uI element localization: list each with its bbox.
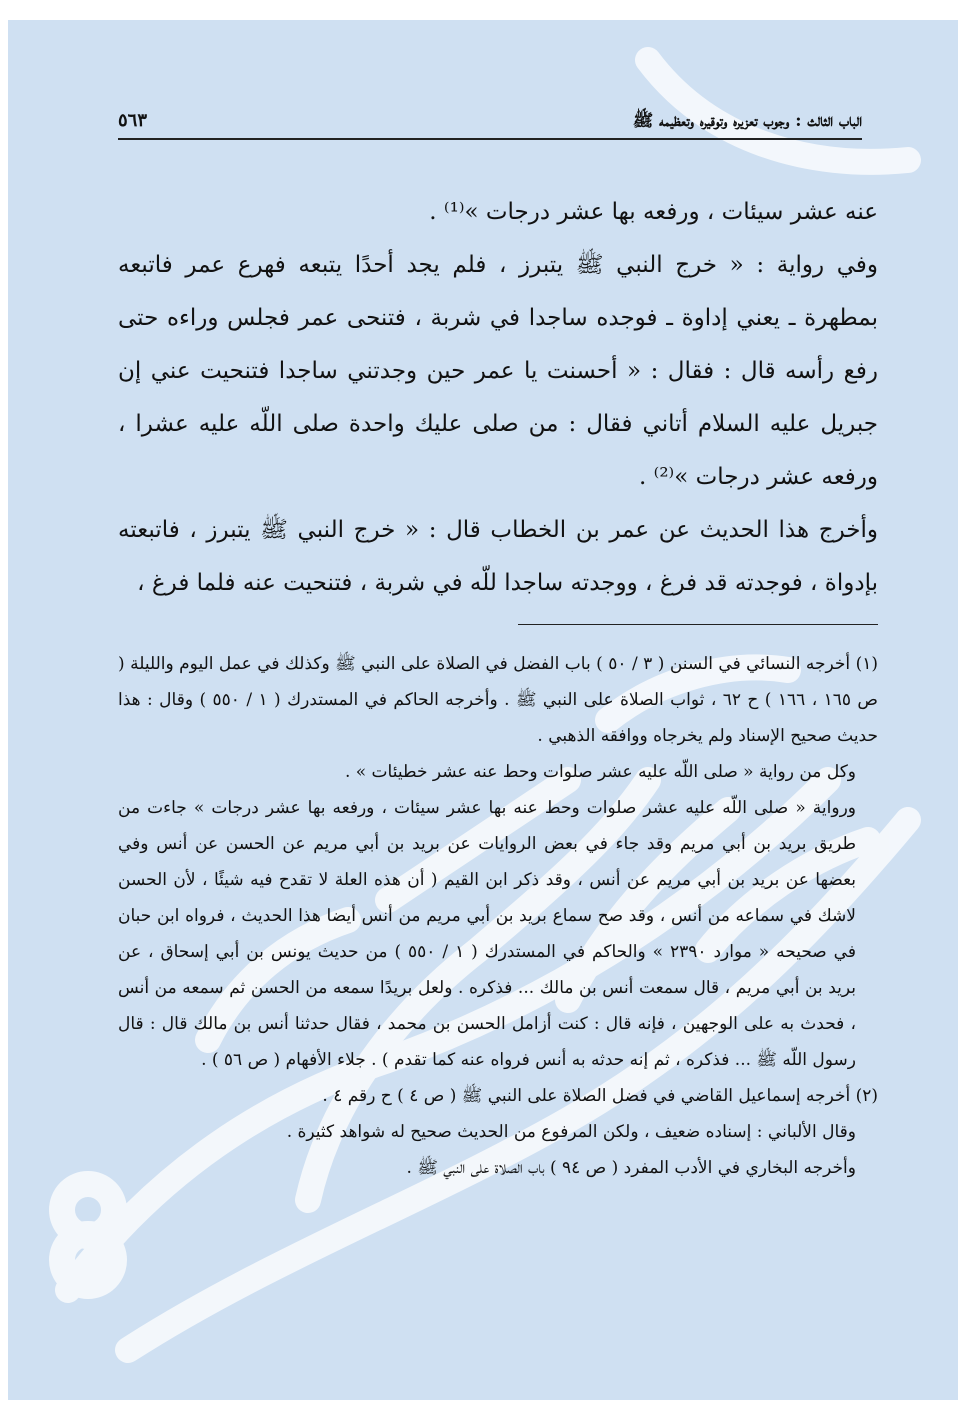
- page-header: [118, 108, 862, 140]
- footnotes: [118, 646, 878, 1186]
- page: [8, 20, 958, 1400]
- footnote-separator: [518, 624, 878, 625]
- footnote-continuation: وقال الألباني : إسناده ضعيف ، ولكن المرفوع من الحديث صحيح له شواهد كثيرة .: [286, 1122, 856, 1142]
- footnote-continuation: وكل من رواية « صلى اللّه عليه عشر صلوات وحط عنه عشر خطيئات » .: [344, 762, 856, 782]
- main-text: [118, 186, 878, 610]
- paragraph: وأخرج هذا الحديث عن عمر بن الخطاب قال : « خرج النبي ﷺ يتبرز ، فاتبعته بإدواة ، فوجدته قد فرغ ، ووجدته ساجدا للّه في شربة ، فتنحيت عنه فلما فرغ ،: [118, 517, 878, 596]
- footnote: (٢) أخرجه إسماعيل القاضي في فضل الصلاة على النبي ﷺ ( ص ٤ ) ح رقم ٤ .: [322, 1086, 878, 1106]
- page-number: ٥٦٣: [118, 110, 148, 131]
- paragraph: وفي رواية : « خرج النبي ﷺ يتبرز ، فلم يجد أحدًا يتبعه فهرع عمر فاتبعه بمطهرة ـ يعني إداوة ـ فوجده ساجدا في شربة ، فتنحى عمر فجلس وراءه حتى رفع رأسه قال : فقال : « أحسنت يا عمر حين وجدتني ساجدا فتنحيت عني إن جبريل عليه السلام أتاني فقال : من صلى عليك واحدة صلى اللّه عليه عشرا ، ورفعه عشر درجات »⁽²⁾ .: [118, 252, 878, 490]
- footnote-continuation: ورواية « صلى اللّه عليه عشر صلوات وحط عنه بها عشر سيئات ، ورفعه بها عشر درجات » جاءت من طريق بريد بن أبي مريم وقد جاء في بعض الروايات عن بريد بن أبي مريم عن الحسن عن أنس وفي بعضها عن بريد بن أبي مريم عن أنس ، وقد ذكر ابن القيم ( أن هذه العلة لا تقدح فيه شيئًا ، لأن الحسن لاشك في سماعه من أنس ، وقد صح سماع بريد بن أبي مريم من أنس أيضا هذا الحديث ، فرواه ابن حبان في صحيحه « موارد ٢٣٩٠ » والحاكم في المستدرك ( ١ / ٥٥٠ ) من حديث يونس بن أبي إسحاق ، عن بريد بن أبي مريم ، قال سمعت أنس بن مالك ... فذكره . ولعل بريدًا سمعه من الحسن ثم سمعه من أنس ، فحدث به على الوجهين ، فإنه قال : كنت أزامل الحسن بن محمد ، فقال حدثنا أنس بن مالك قال : قال رسول اللّه ﷺ ... فذكره ، ثم إنه حدثه به أنس فرواه عنه كما تقدم ) . جلاء الأفهام ( ص ٥٦ ) .: [118, 798, 856, 1070]
- footnote: (١) أخرجه النسائي في السنن ( ٣ / ٥٠ ) باب الفضل في الصلاة على النبي ﷺ وكذلك في عمل اليوم والليلة ( ص ١٦٥ ، ١٦٦ ) ح ٦٢ ، ثواب الصلاة على النبي ﷺ . وأخرجه الحاكم في المستدرك ( ١ / ٥٥٠ ) وقال : هذا حديث صحيح الإسناد ولم يخرجاه ووافقه الذهبي .: [118, 654, 878, 746]
- footnote-continuation: وأخرجه البخاري في الأدب المفرد ( ص ٩٤ ) باب الصلاة على النبي ﷺ .: [406, 1158, 856, 1178]
- running-title: الباب الثالث : وجوب تعزيره وتوقيره وتعظيمه ﷺ: [632, 111, 862, 131]
- paragraph: عنه عشر سيئات ، ورفعه بها عشر درجات »⁽¹⁾ .: [429, 199, 878, 225]
